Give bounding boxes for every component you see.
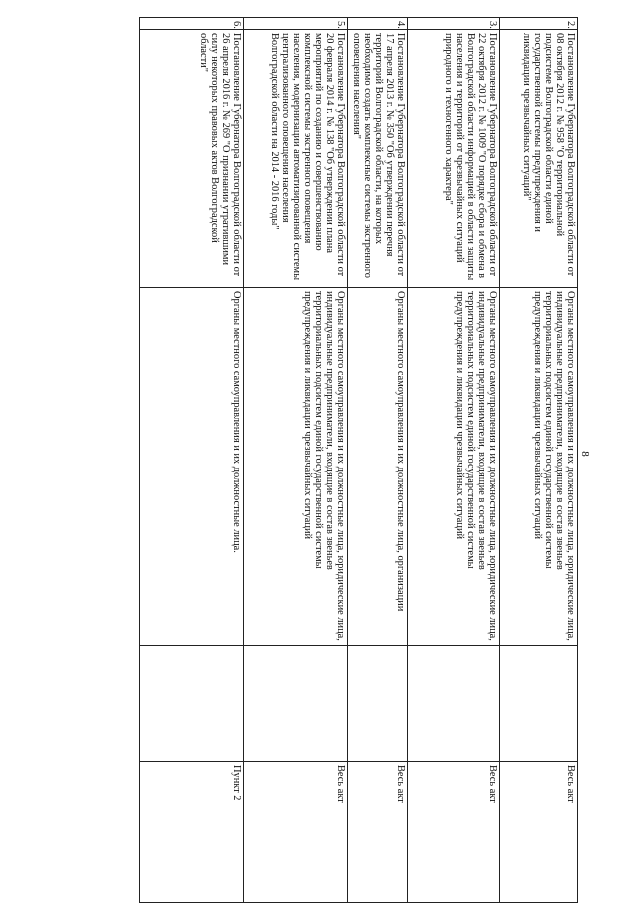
row-number: 3.	[408, 18, 500, 30]
table-row	[244, 18, 348, 903]
table-row	[408, 18, 500, 903]
legal-acts-table	[139, 17, 578, 903]
row-number: 2.	[500, 18, 578, 30]
act-title: Постановление Губернатора Волгоградской области от 22 октября 2012 г. № 1009 "О порядке сбора и обмена в Волгоградской области информацией в области защиты населения и территорий от чрезвычайных ситуаций природного и техногенного характера"	[408, 30, 500, 288]
rotated-page-content	[140, 17, 578, 902]
table-row	[500, 18, 578, 903]
act-title: Постановление Губернатора Волгоградской области от 20 февраля 2014 г. № 138 "Об утверждении плана мероприятий по созданию и совершенствованию комплексной системы экстренного оповещения населения, модернизации автоматизированной системы централизованного оповещения населения Волгоградской области на 2014 - 2016 годы"	[244, 30, 348, 288]
empty-cell	[140, 646, 244, 762]
row-number: 5.	[244, 18, 348, 30]
affected-subjects: Органы местного самоуправления и их должностные лица, организации	[348, 288, 408, 646]
row-number: 4.	[348, 18, 408, 30]
affected-subjects: Органы местного самоуправления и их должностные лица, юридические лица, индивидуальные предприниматели, входящие в состав звеньев территориальных подсистем единой государственной системы предупреждения и ликвидации чрезвычайных ситуаций	[408, 288, 500, 646]
empty-cell	[408, 646, 500, 762]
table-row	[348, 18, 408, 903]
act-scope: Весь акт	[408, 762, 500, 903]
act-title: Постановление Губернатора Волгоградской области от 26 апреля 2016 г. № 269 "О признании утратившими силу некоторых правовых актов Волгоградской области"	[140, 30, 244, 288]
empty-cell	[348, 646, 408, 762]
empty-cell	[500, 646, 578, 762]
act-scope: Весь акт	[500, 762, 578, 903]
table-row	[140, 18, 244, 903]
affected-subjects: Органы местного самоуправления и их должностные лица.	[140, 288, 244, 646]
act-scope: Пункт 2	[140, 762, 244, 903]
act-scope: Весь акт	[244, 762, 348, 903]
act-scope: Весь акт	[348, 762, 408, 903]
page-number: 8	[578, 451, 591, 457]
affected-subjects: Органы местного самоуправления и их должностные лица, юридические лица, индивидуальные предприниматели, входящие в состав звеньев территориальных подсистем единой государственной системы предупреждения и ликвидации чрезвычайных ситуаций	[500, 288, 578, 646]
row-number: 6.	[140, 18, 244, 30]
act-title: Постановление Губернатора Волгоградской области от 17 апреля 2013 г. № 350 "Об утверждении перечня территорий Волгоградской области, на которых необходимо создать комплексные системы экстренного оповещения населения"	[348, 30, 408, 288]
affected-subjects: Органы местного самоуправления и их должностные лица, юридические лица, индивидуальные предприниматели, входящие в состав звеньев территориальных подсистем единой государственной системы предупреждения и ликвидации чрезвычайных ситуаций	[244, 288, 348, 646]
empty-cell	[244, 646, 348, 762]
act-title: Постановление Губернатора Волгоградской области от 08 октября 2012 г. № 958 "О территориальной подсистеме Волгоградской области единой государственной системы предупреждения и ликвидации чрезвычайных ситуаций"	[500, 30, 578, 288]
